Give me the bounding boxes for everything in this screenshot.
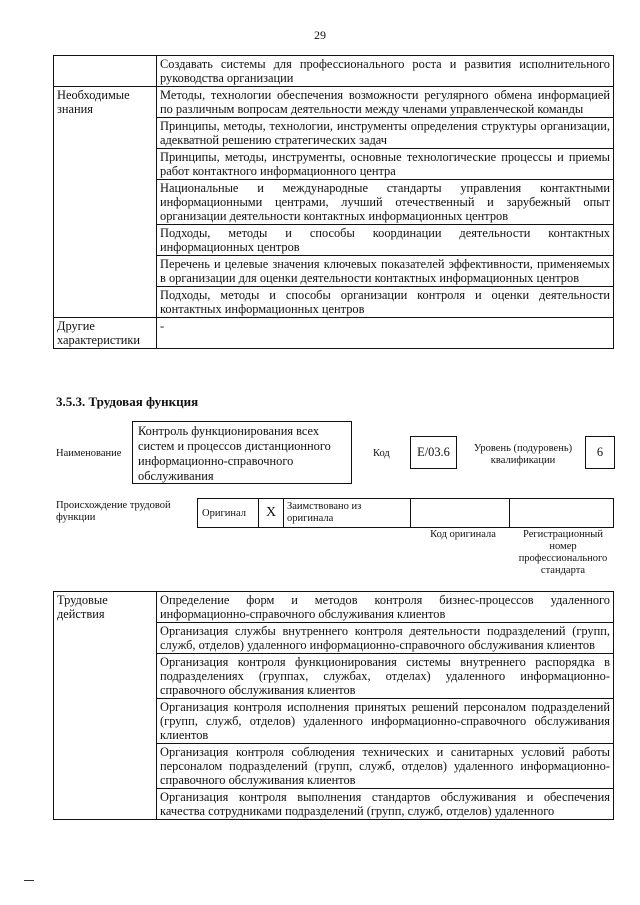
- labor-actions-label: Трудовые действия: [54, 592, 157, 820]
- knowledge-item: Подходы, методы и способы координации деятельности контактных информационных центров: [157, 225, 614, 256]
- origin-row: [197, 498, 614, 528]
- empty-label-cell: [54, 56, 157, 87]
- labor-action-item: Организация контроля функционирования системы внутреннего распорядка в подразделениях (группах, службах, отделах) удаленного информационно-справочного обслуживания клиентов: [157, 654, 614, 699]
- knowledge-item: Принципы, методы, инструменты, основные технологические процессы и приемы работ контактного информационного центра: [157, 149, 614, 180]
- knowledge-item: Принципы, методы, технологии, инструменты определения структуры организации, адекватной решению стратегических задач: [157, 118, 614, 149]
- borrowed-label: Заимствовано из оригинала: [287, 501, 362, 524]
- other-characteristics-value: -: [157, 318, 614, 349]
- continued-requirement: Создавать системы для профессионального роста и развития исполнительного руководства организации: [157, 56, 614, 87]
- labor-action-item: Организация контроля выполнения стандартов обслуживания и обеспечения качества сотрудниками подразделений (групп, служб, отделов) удаленного: [157, 789, 614, 820]
- labor-action-item: Организация контроля соблюдения технических и санитарных условий работы персоналом подразделений (групп, служб, отделов) удаленного информационно-справочного обслуживания клиентов: [157, 744, 614, 789]
- origin-code-caption: Код оригинала: [430, 529, 496, 540]
- origin-label: Происхождение трудовой функции: [56, 500, 171, 523]
- labor-action-item: Организация контроля исполнения принятых решений персоналом подразделений (групп, служб, отделов) удаленного информационно-справочного обслуживания клиентов: [157, 699, 614, 744]
- name-label: Наименование: [56, 448, 122, 459]
- reg-number-caption: Регистрационный номер профессионального стандарта: [518, 529, 608, 576]
- function-name: Контроль функционирования всех систем и процессов дистанционного информационно-справочного обслуживания: [132, 421, 352, 484]
- labor-actions-table: [53, 591, 614, 820]
- labor-action-item: Определение форм и методов контроля бизнес-процессов удаленного информационно-справочного обслуживания клиентов: [157, 592, 614, 623]
- knowledge-item: Перечень и целевые значения ключевых показателей эффективности, применяемых в организации для оценки деятельности контактных информационных центров: [157, 256, 614, 287]
- original-mark: X: [258, 499, 284, 527]
- page-number: 29: [314, 28, 326, 42]
- function-code: E/03.6: [410, 436, 457, 469]
- qualification-level: 6: [585, 436, 615, 469]
- knowledge-item: Национальные и международные стандарты управления контактными информационными центрами, лучший отечественный и зарубежный опыт организации деятельности контактных информационных центров: [157, 180, 614, 225]
- level-label: Уровень (подуровень) квалификации: [473, 443, 573, 466]
- other-characteristics-label: Другие характеристики: [54, 318, 157, 349]
- knowledge-table: [53, 55, 614, 349]
- knowledge-item: Методы, технологии обеспечения возможности регулярного обмена информацией по различным вопросам деятельности между членами управленческой команды: [157, 87, 614, 118]
- knowledge-label: Необходимые знания: [54, 87, 157, 318]
- footer-mark: [24, 880, 34, 881]
- origin-divider: [509, 499, 510, 527]
- code-label: Код: [373, 448, 390, 459]
- labor-action-item: Организация службы внутреннего контроля деятельности подразделений (групп, служб, отделов) удаленного информационно-справочного обслуживания клиентов: [157, 623, 614, 654]
- section-heading: 3.5.3. Трудовая функция: [56, 394, 199, 409]
- original-label: Оригинал: [202, 508, 246, 519]
- origin-divider: [410, 499, 411, 527]
- knowledge-item: Подходы, методы и способы организации контроля и оценки деятельности контактных информационных центров: [157, 287, 614, 318]
